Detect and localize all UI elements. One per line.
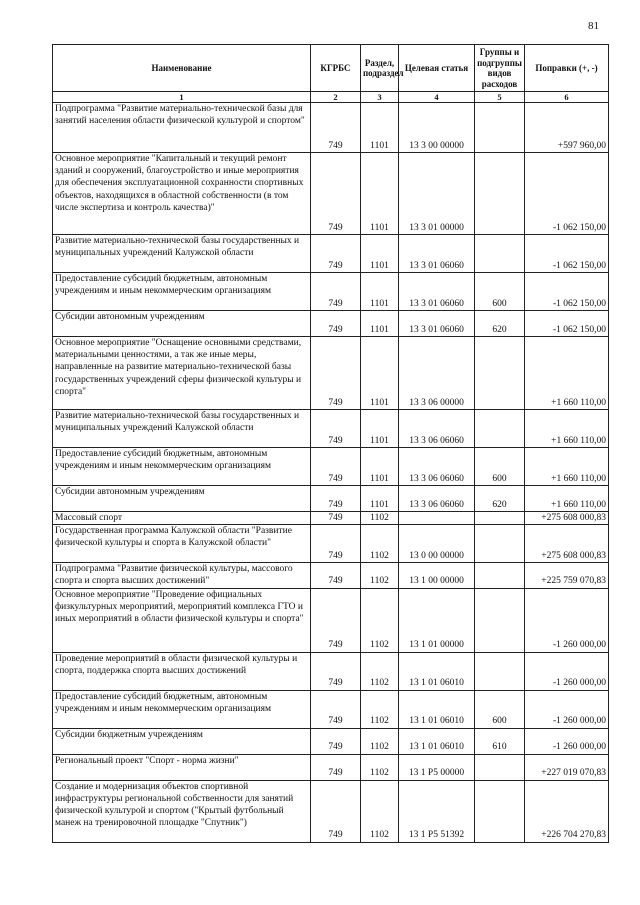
row-vid-cell	[475, 754, 525, 780]
row-razdel-cell: 1102	[361, 728, 399, 754]
table-row	[53, 588, 609, 652]
row-vid-cell: 600	[475, 690, 525, 728]
row-vid-cell	[475, 235, 525, 273]
row-name-cell: Основное мероприятие "Капитальный и текущий ремонт зданий и сооружений, благоустройство и иные мероприятия для обеспечения эксплуатационной сохранности спортивных объектов, находящихся в областной собственности (в том числе экспертиза и контроль качества)"	[53, 153, 311, 235]
row-kgrbs-cell: 749	[311, 410, 361, 448]
row-kgrbs-cell: 749	[311, 728, 361, 754]
row-name-cell: Массовый спорт	[53, 512, 311, 525]
table-row	[53, 512, 609, 525]
row-amount-cell: +1 660 110,00	[525, 486, 609, 512]
table-row	[53, 780, 609, 842]
page-number: 81	[588, 20, 599, 32]
row-vid-cell	[475, 563, 525, 588]
row-kgrbs-cell: 749	[311, 754, 361, 780]
row-vid-cell	[475, 652, 525, 690]
row-kgrbs-cell: 749	[311, 563, 361, 588]
row-amount-cell: -1 260 000,00	[525, 652, 609, 690]
row-kgrbs-cell: 749	[311, 311, 361, 337]
row-name-cell: Субсидии автономным учреждениям	[53, 486, 311, 512]
table-row	[53, 525, 609, 563]
row-amount-cell: +225 759 070,83	[525, 563, 609, 588]
row-razdel-cell: 1101	[361, 410, 399, 448]
table-row	[53, 690, 609, 728]
table-row	[53, 486, 609, 512]
row-vid-cell	[475, 337, 525, 410]
row-name-cell: Субсидии автономным учреждениям	[53, 311, 311, 337]
row-kgrbs-cell: 749	[311, 690, 361, 728]
row-kgrbs-cell: 749	[311, 103, 361, 153]
header-kgrbs: КГРБС	[311, 45, 361, 92]
table-body	[53, 103, 609, 843]
row-statya-cell: 13 3 01 06060	[399, 235, 475, 273]
row-statya-cell	[399, 512, 475, 525]
row-statya-cell: 13 1 01 06010	[399, 652, 475, 690]
column-number: 2	[311, 92, 361, 103]
row-vid-cell	[475, 780, 525, 842]
row-statya-cell: 13 3 06 06060	[399, 448, 475, 486]
header-razdel: Раздел, подраздел	[361, 45, 399, 92]
row-amount-cell: -1 062 150,00	[525, 153, 609, 235]
row-vid-cell	[475, 588, 525, 652]
table-row	[53, 337, 609, 410]
row-vid-cell	[475, 103, 525, 153]
column-number: 5	[475, 92, 525, 103]
row-kgrbs-cell: 749	[311, 448, 361, 486]
row-razdel-cell: 1101	[361, 337, 399, 410]
row-razdel-cell: 1101	[361, 273, 399, 311]
row-name-cell: Предоставление субсидий бюджетным, автономным учреждениям и иным некоммерческим организациям	[53, 273, 311, 311]
column-number: 1	[53, 92, 311, 103]
table-row	[53, 273, 609, 311]
row-kgrbs-cell: 749	[311, 525, 361, 563]
row-razdel-cell: 1102	[361, 652, 399, 690]
row-statya-cell: 13 3 00 00000	[399, 103, 475, 153]
row-name-cell: Предоставление субсидий бюджетным, автономным учреждениям и иным некоммерческим организациям	[53, 690, 311, 728]
row-amount-cell: -1 062 150,00	[525, 311, 609, 337]
row-statya-cell: 13 1 01 00000	[399, 588, 475, 652]
table-row	[53, 103, 609, 153]
row-statya-cell: 13 1 00 00000	[399, 563, 475, 588]
row-statya-cell: 13 1 01 06010	[399, 728, 475, 754]
row-vid-cell	[475, 153, 525, 235]
budget-table	[52, 44, 609, 843]
row-vid-cell: 620	[475, 486, 525, 512]
row-amount-cell: +1 660 110,00	[525, 410, 609, 448]
header-amount: Поправки (+, -)	[525, 45, 609, 92]
table-row	[53, 563, 609, 588]
row-name-cell: Региональный проект "Спорт - норма жизни"	[53, 754, 311, 780]
row-kgrbs-cell: 749	[311, 588, 361, 652]
row-amount-cell: +597 960,00	[525, 103, 609, 153]
row-statya-cell: 13 0 00 00000	[399, 525, 475, 563]
row-razdel-cell: 1101	[361, 448, 399, 486]
row-name-cell: Субсидии бюджетным учреждениям	[53, 728, 311, 754]
row-name-cell: Подпрограмма "Развитие материально-технической базы для занятий населения области физической культурой и спортом"	[53, 103, 311, 153]
row-kgrbs-cell: 749	[311, 486, 361, 512]
row-name-cell: Основное мероприятие "Проведение официальных физкультурных мероприятий, мероприятий комплекса ГТО и иных мероприятий в области физической культуры и спорта"	[53, 588, 311, 652]
row-kgrbs-cell: 749	[311, 652, 361, 690]
row-name-cell: Подпрограмма "Развитие физической культуры, массового спорта и спорта высших достижений"	[53, 563, 311, 588]
row-statya-cell: 13 3 01 00000	[399, 153, 475, 235]
column-number: 3	[361, 92, 399, 103]
row-vid-cell: 610	[475, 728, 525, 754]
row-name-cell: Создание и модернизация объектов спортивной инфраструктуры региональной собственности для занятий физической культурой и спортом ("Крытый футбольный манеж на тренировочной площадке "Спутник")	[53, 780, 311, 842]
row-amount-cell: -1 260 000,00	[525, 690, 609, 728]
row-kgrbs-cell: 749	[311, 780, 361, 842]
header-statya: Целевая статья	[399, 45, 475, 92]
table-row	[53, 311, 609, 337]
row-vid-cell: 600	[475, 448, 525, 486]
table-row	[53, 754, 609, 780]
row-razdel-cell: 1102	[361, 512, 399, 525]
column-number: 4	[399, 92, 475, 103]
row-statya-cell: 13 3 06 06060	[399, 486, 475, 512]
header-vid: Группы и подгруппы видов расходов	[475, 45, 525, 92]
row-razdel-cell: 1102	[361, 525, 399, 563]
row-statya-cell: 13 3 01 06060	[399, 311, 475, 337]
row-razdel-cell: 1102	[361, 780, 399, 842]
row-statya-cell: 13 3 06 06060	[399, 410, 475, 448]
row-vid-cell	[475, 525, 525, 563]
row-razdel-cell: 1102	[361, 588, 399, 652]
row-razdel-cell: 1101	[361, 235, 399, 273]
row-razdel-cell: 1102	[361, 563, 399, 588]
row-statya-cell: 13 1 01 06010	[399, 690, 475, 728]
column-number: 6	[525, 92, 609, 103]
row-amount-cell: +226 704 270,83	[525, 780, 609, 842]
table-row	[53, 235, 609, 273]
row-amount-cell: +1 660 110,00	[525, 448, 609, 486]
row-razdel-cell: 1102	[361, 754, 399, 780]
row-amount-cell: -1 260 000,00	[525, 728, 609, 754]
row-statya-cell: 13 1 P5 51392	[399, 780, 475, 842]
table-row	[53, 153, 609, 235]
row-kgrbs-cell: 749	[311, 512, 361, 525]
row-amount-cell: +275 608 000,83	[525, 512, 609, 525]
row-razdel-cell: 1102	[361, 690, 399, 728]
row-vid-cell: 620	[475, 311, 525, 337]
row-razdel-cell: 1101	[361, 486, 399, 512]
table-row	[53, 652, 609, 690]
row-vid-cell	[475, 410, 525, 448]
row-razdel-cell: 1101	[361, 153, 399, 235]
row-name-cell: Развитие материально-технической базы государственных и муниципальных учреждений Калужской области	[53, 410, 311, 448]
row-razdel-cell: 1101	[361, 103, 399, 153]
row-amount-cell: +227 019 070,83	[525, 754, 609, 780]
row-statya-cell: 13 3 06 00000	[399, 337, 475, 410]
row-razdel-cell: 1101	[361, 311, 399, 337]
header-name: Наименование	[53, 45, 311, 92]
row-kgrbs-cell: 749	[311, 337, 361, 410]
row-amount-cell: -1 062 150,00	[525, 235, 609, 273]
row-name-cell: Проведение мероприятий в области физической культуры и спорта, поддержка спорта высших достижений	[53, 652, 311, 690]
row-vid-cell: 600	[475, 273, 525, 311]
header-row	[53, 45, 609, 92]
row-kgrbs-cell: 749	[311, 235, 361, 273]
row-name-cell: Государственная программа Калужской области "Развитие физической культуры и спорта в Калужской области"	[53, 525, 311, 563]
row-amount-cell: -1 260 000,00	[525, 588, 609, 652]
row-name-cell: Предоставление субсидий бюджетным, автономным учреждениям и иным некоммерческим организациям	[53, 448, 311, 486]
row-kgrbs-cell: 749	[311, 273, 361, 311]
row-vid-cell	[475, 512, 525, 525]
table-row	[53, 410, 609, 448]
row-kgrbs-cell: 749	[311, 153, 361, 235]
row-statya-cell: 13 1 P5 00000	[399, 754, 475, 780]
table-row	[53, 448, 609, 486]
table-row	[53, 728, 609, 754]
row-amount-cell: +275 608 000,83	[525, 525, 609, 563]
row-name-cell: Основное мероприятие "Оснащение основными средствами, материальными ценностями, а так же иные меры, направленные на развитие материально-технической базы государственных учреждений сферы физической культуры и спорта"	[53, 337, 311, 410]
row-amount-cell: -1 062 150,00	[525, 273, 609, 311]
row-statya-cell: 13 3 01 06060	[399, 273, 475, 311]
row-amount-cell: +1 660 110,00	[525, 337, 609, 410]
column-number-row	[53, 92, 609, 103]
row-name-cell: Развитие материально-технической базы государственных и муниципальных учреждений Калужской области	[53, 235, 311, 273]
